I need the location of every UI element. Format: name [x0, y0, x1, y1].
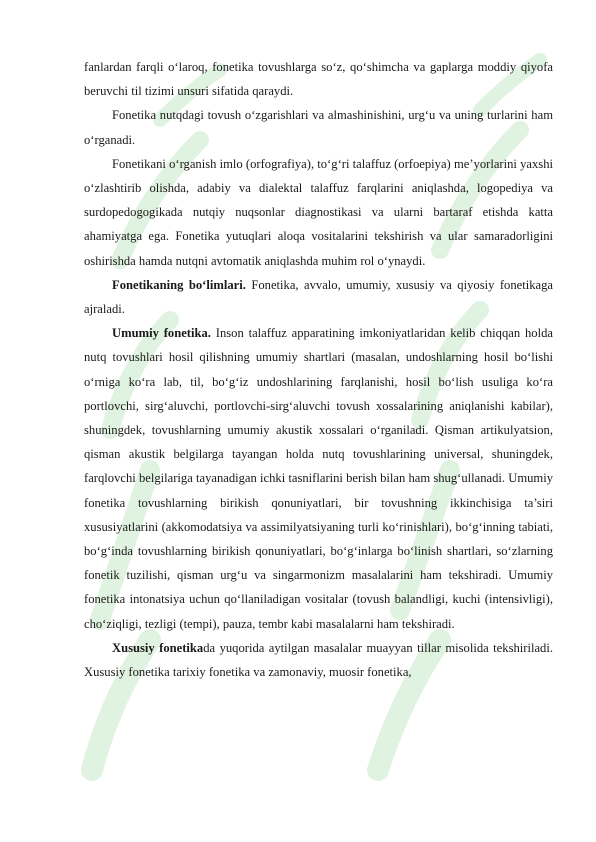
- paragraph-0-text: fanlardan farqli o‘laroq, fonetika tovushlarga so‘z, qo‘shimcha va gaplarga moddiy qiyofa beruvchi til tizimi unsuri sifatida qaraydi.: [84, 60, 553, 99]
- paragraph-5-heading: Xususiy fonetika: [112, 640, 204, 655]
- paragraph-1-text: Fonetika nutqdagi tovush o‘zgarishlari va almashinishini, urg‘u va uning turlarini ham o‘rganadi.: [84, 108, 553, 147]
- document-page: [84, 55, 553, 684]
- paragraph-3-heading: Fonetikaning bo‘limlari.: [112, 277, 246, 292]
- paragraph-5-text: da yuqorida aytilgan masalalar muayyan tillar misolida tekshiriladi. Xususiy fonetika tarixiy fonetika va zamonaviy, muosir fonetika,: [84, 640, 553, 680]
- paragraph-2: [84, 152, 553, 273]
- paragraph-2-text: Fonetikani o‘rganish imlo (orfografiya), to‘g‘ri talaffuz (orfoepiya) me’yorlarini yaxshi o‘zlashtirib olishda, adabiy va dialektal talaffuz farqlarini aniqlashda, logopediya va surdopedogogikada nutqiy nuqsonlar diagnostikasi va ularni bartaraf etishda katta ahamiyatga ega. Fonetika yutuqlari aloqa vositalarini tekshirish va ular samaradorligini oshirishda hamda nutqni avtomatik aniqlashda muhim rol o‘ynaydi.: [84, 156, 553, 268]
- paragraph-4: [84, 321, 553, 636]
- paragraph-1: [84, 103, 553, 151]
- paragraph-0: [84, 55, 553, 103]
- paragraph-5: [84, 636, 553, 684]
- paragraph-3-text: Fonetika, avvalo, umumiy, xususiy va qiyosiy fonetikaga ajraladi.: [84, 277, 554, 317]
- paragraph-4-heading: Umumiy fonetika.: [112, 326, 211, 341]
- paragraph-4-text: Inson talaffuz apparatining imkoniyatlaridan kelib chiqqan holda nutq tovushlari hosil qilishning umumiy shartlari (masalan, undoshlarning hosil bo‘lishi o‘rniga ko‘ra lab, til, bo‘g‘iz undoshlarining farqlanishi, hosil bo‘lish usuliga ko‘ra portlovchi, sirg‘aluvchi, portlovchi-sirg‘aluvchi tovush xossalarining aniqlanishi kabilar), shuningdek, tovushlarning umumiy akustik xossalari o‘rganiladi. Qisman artikulyatsion, qisman akustik belgilarga tayangan holda nutq tovushlarining universal, shuningdek, farqlovchi belgilariga tayanadigan ichki tasniflarini berish bilan ham shug‘ullanadi. Umumiy fonetika tovushlarning birikish qonuniyatlari, bir tovushning ikkinchisiga ta’siri xususiyatlarini (akkomodatsiya va assimilyatsiyaning turli ko‘rinishlari), bo‘g‘inning tabiati, bo‘g‘inda tovushlarning birikish qonuniyatlari, bo‘g‘inlarga bo‘linish shartlari, so‘zlarning fonetik tuzilishi, qisman urg‘u va singarmonizm masalalarini ham tekshiradi. Umumiy fonetika intonatsiya uchun qo‘llaniladigan vositalar (tovush balandligi, kuchi (intensivligi), cho‘ziqligi, tezligi (tempi), pauza, tembr kabi masalalarni ham tekshiradi.: [84, 326, 553, 631]
- paragraph-3: [84, 273, 553, 321]
